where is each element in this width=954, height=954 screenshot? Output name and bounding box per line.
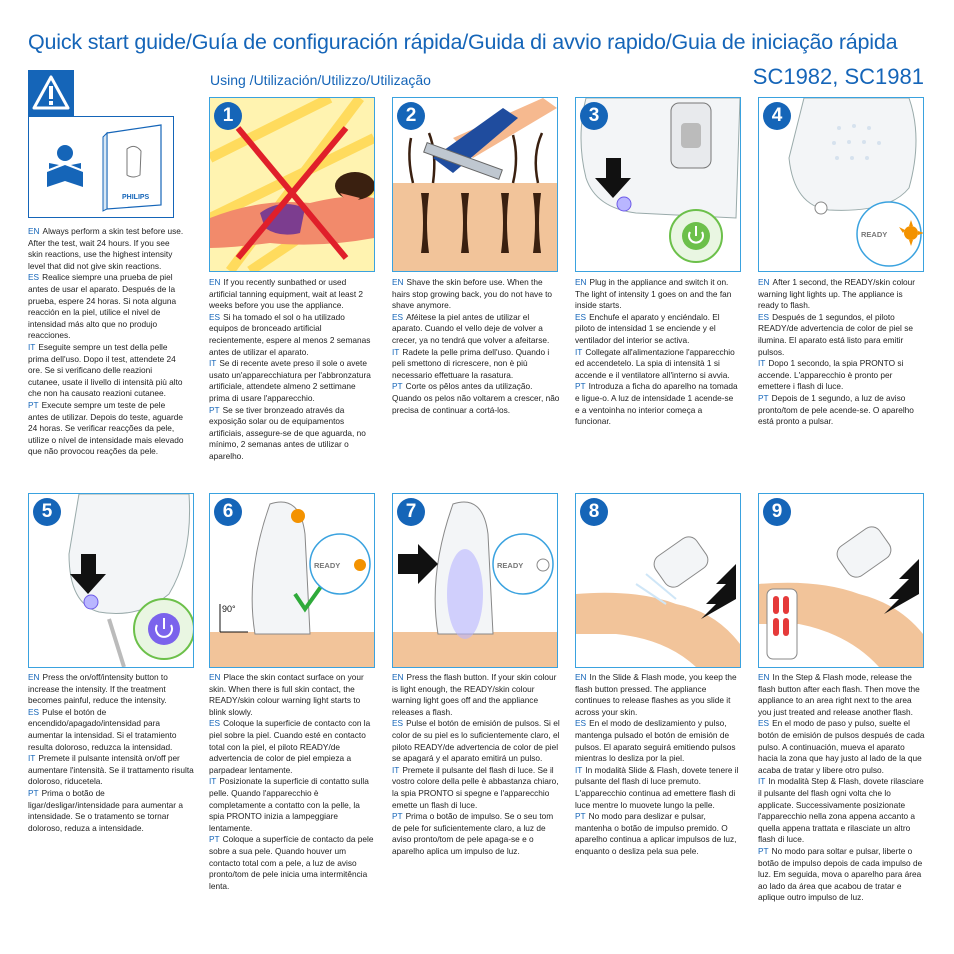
step-3-text: EN Plug in the appliance and switch it on. The light of intensity 1 goes on and the fan inside starts. ES Enchufe el aparato y enciéndalo. El piloto de intensidad 1 se enciende y el ventilador del interior se activa. IT Collegate all'alimentazione l'apparecchio ed accendetelo. La spia di intensità 1 si accende e il ventilatore all'interno si avvia. PT Introduza a ficha do aparelho na tomada e ligue-o. A luz de intensidade 1 acende-se e a ventoinha no interior começa a funcionar. [575,277,738,427]
reading-person-icon [47,145,83,187]
manual-book-icon [103,125,161,211]
step-number-9: 9 [763,498,791,526]
step-number-1: 1 [214,102,242,130]
step-number-7: 7 [397,498,425,526]
step-number-8: 8 [580,498,608,526]
step-7-text: EN Press the flash button. If your skin colour is light enough, the READY/skin colour warning light goes off and the appliance releases a flash. ES Pulse el botón de emisión de pulsos. Si el color de su piel es lo suficientemente claro, el piloto READY/de advertencia de color de piel se apagará y el aparato emitirá un pulso. IT Premete il pulsante del flash di luce. Se il vostro colore della pelle è abbastanza chiaro, la spia PRONTO si spegne e l'apparecchio emette un flash di luce. PT Prima o botão de impulso. Se o seu tom de pele for suficientemente claro, a luz de aviso pronto/tom de pele apaga-se e o aparelho aplica um impulso de luz. [392,672,560,856]
step-4-image [758,97,924,272]
step-3-image [575,97,741,272]
angle-label: 90° [222,604,236,614]
step-8-image [575,493,741,668]
step-number-3: 3 [580,102,608,130]
step-5-image [28,493,194,668]
step-1-text: EN If you recently sunbathed or used artificial tanning equipment, wait at least 2 weeks before you use the appliance. ES Si ha tomado el sol o ha utilizado equipos de bronceado artificial recientemente, espere al menos 2 semanas antes de utilizar el aparato. IT Se di recente avete preso il sole o avete usato un'apparecchiatura per l'abbronzatura artificiale, attendete almeno 2 settimane prima di usare l'apparecchio. PT Se se tiver bronzeado através da exposição solar ou de equipamentos artificiais, assegure-se de que aguarda, no mínimo, 2 semanas antes de utilizar o aparelho. [209,277,371,461]
step-9-text: EN In the Step & Flash mode, release the flash button after each flash. Then move the appliance to an area right next to the area you just treated and release another flash. ES En el modo de paso y pulso, suelte el botón de emisión de pulsos después de cada pulso. A continuación, mueva el aparato hacia la zona que hay justo al lado de la que acaba de tratar y libere otro pulso. IT In modalità Step & Flash, dovete rilasciare il pulsante del flash ogni volta che lo applicate. Successivamente posizionate l'apparecchio nella zona appena accanto a quella appena trattata e rilasciate un altro flash di luce. PT No modo para soltar e pulsar, liberte o botão de impulso depois de cada impulso de luz. Em seguida, mova o aparelho para área ao lado da área que acabou de tratar e aplique outro impulso de luz. [758,672,925,903]
step-number-2: 2 [397,102,425,130]
warning-icon [28,70,74,116]
skin-test-text: EN Always perform a skin test before use. After the test, wait 24 hours. If you see skin reactions, use the highest intensity level that did not give skin reactions. ES Realice siempre una prueba de piel antes de usar el aparato. Después de la prueba, espere 24 horas. Si nota alguna reacción en la piel, utilice el nivel de intensidad más alto que no produjo reacciones. IT Eseguite sempre un test della pelle prima dell'uso. Dopo il test, attendete 24 ore. Se si verificano delle reazioni cutanee, usate il livello di intensità più alto che non ha causato reazioni cutanee. PT Execute sempre um teste de pele antes de utilizar. Depois do teste, aguarde 24 horas. Se verificar reacções da pele, utilize o nível de intensidade mais elevado que não provocou reações da pele. [28,226,184,457]
step-1-image [209,97,375,272]
model-numbers: SC1982, SC1981 [752,64,924,89]
step-number-5: 5 [33,498,61,526]
read-manual-box [28,116,174,218]
step-6-text: EN Place the skin contact surface on your skin. When there is full skin contact, the READY/skin colour warning light starts to blink slowly. ES Coloque la superficie de contacto con la piel sobre la piel. Cuando esté en contacto total con la piel, el piloto READY/de advertencia de color de piel empieza a parpadear lentamente. IT Posizionate la superficie di contatto sulla pelle. Quando l'apparecchio è completamente a contatto con la pelle, la spia PRONTO inizia a lampeggiare lentamente. PT Coloque a superfície de contacto da pele sobre a sua pele. Quando houver um contacto total com a pele, a luz de aviso pronto/tom de pele inicia uma intermitência lenta. [209,672,374,891]
step-9-image [758,493,924,668]
ready-label: READY [861,230,888,239]
section-subtitle: Using /Utilización/Utilizzo/Utilização [210,72,431,88]
step-5-text: EN Press the on/off/intensity button to increase the intensity. If the treatment becomes painful, reduce the intensity. ES Pulse el botón de encendido/apagado/intensidad para aumentar la intensidad. Si el tratamiento resulta doloroso, reduzca la intensidad. IT Premete il pulsante intensità on/off per aumentare l'intensità. Se il trattamento risulta doloroso, riducetela. PT Prima o botão de ligar/desligar/intensidade para aumentar a intensidade. Se o tratamento se tornar doloroso, reduza a intensidade. [28,672,194,833]
step-number-6: 6 [214,498,242,526]
step-8-text: EN In the Slide & Flash mode, you keep the flash button pressed. The appliance continues to release flashes as you slide it across your skin. ES En el modo de deslizamiento y pulso, mantenga pulsado el botón de emisión de pulsos. El aparato seguirá emitiendo pulsos mientras lo desliza por la piel. IT In modalità Slide & Flash, dovete tenere il pulsante del flash di luce premuto. L'apparecchio continua ad emettere flash di luce mentre lo muovete lungo la pelle. PT No modo para deslizar e pulsar, mantenha o botão de impulso premido. O aparelho continua a aplicar impulsos de luz, enquanto o desliza pela sua pele. [575,672,739,856]
step-2-text: EN Shave the skin before use. When the hairs stop growing back, you do not have to shave anymore. ES Aféitese la piel antes de utilizar el aparato. Cuando el vello deje de volver a crecer, ya no tendrá que volver a afeitarse. IT Radete la pelle prima dell'uso. Quando i peli smettono di ricrescere, non è più necessario effettuare la rasatura. PT Corte os pêlos antes da utilização. Quando os pelos não voltarem a crescer, não precisa de continuar a cortá-los. [392,277,560,415]
step-6-image [209,493,375,668]
svg-text:READY: READY [497,561,524,570]
step-7-image [392,493,558,668]
page-title: Quick start guide/Guía de configuración rápida/Guida di avvio rapido/Guia de iniciação rápida [28,30,898,54]
step-4-text: EN After 1 second, the READY/skin colour warning light lights up. The appliance is ready to flash. ES Después de 1 segundos, el piloto READY/de advertencia de color de piel se ilumina. El aparato está listo para emitir pulsos. IT Dopo 1 secondo, la spia PRONTO si accende. L'apparecchio è pronto per emettere i flash di luce. PT Depois de 1 segundo, a luz de aviso pronto/tom de pele acende-se. O aparelho está pronto a pulsar. [758,277,916,427]
step-number-4: 4 [763,102,791,130]
svg-text:READY: READY [314,561,341,570]
manual-brand: PHILIPS [122,194,150,201]
step-2-image [392,97,558,272]
